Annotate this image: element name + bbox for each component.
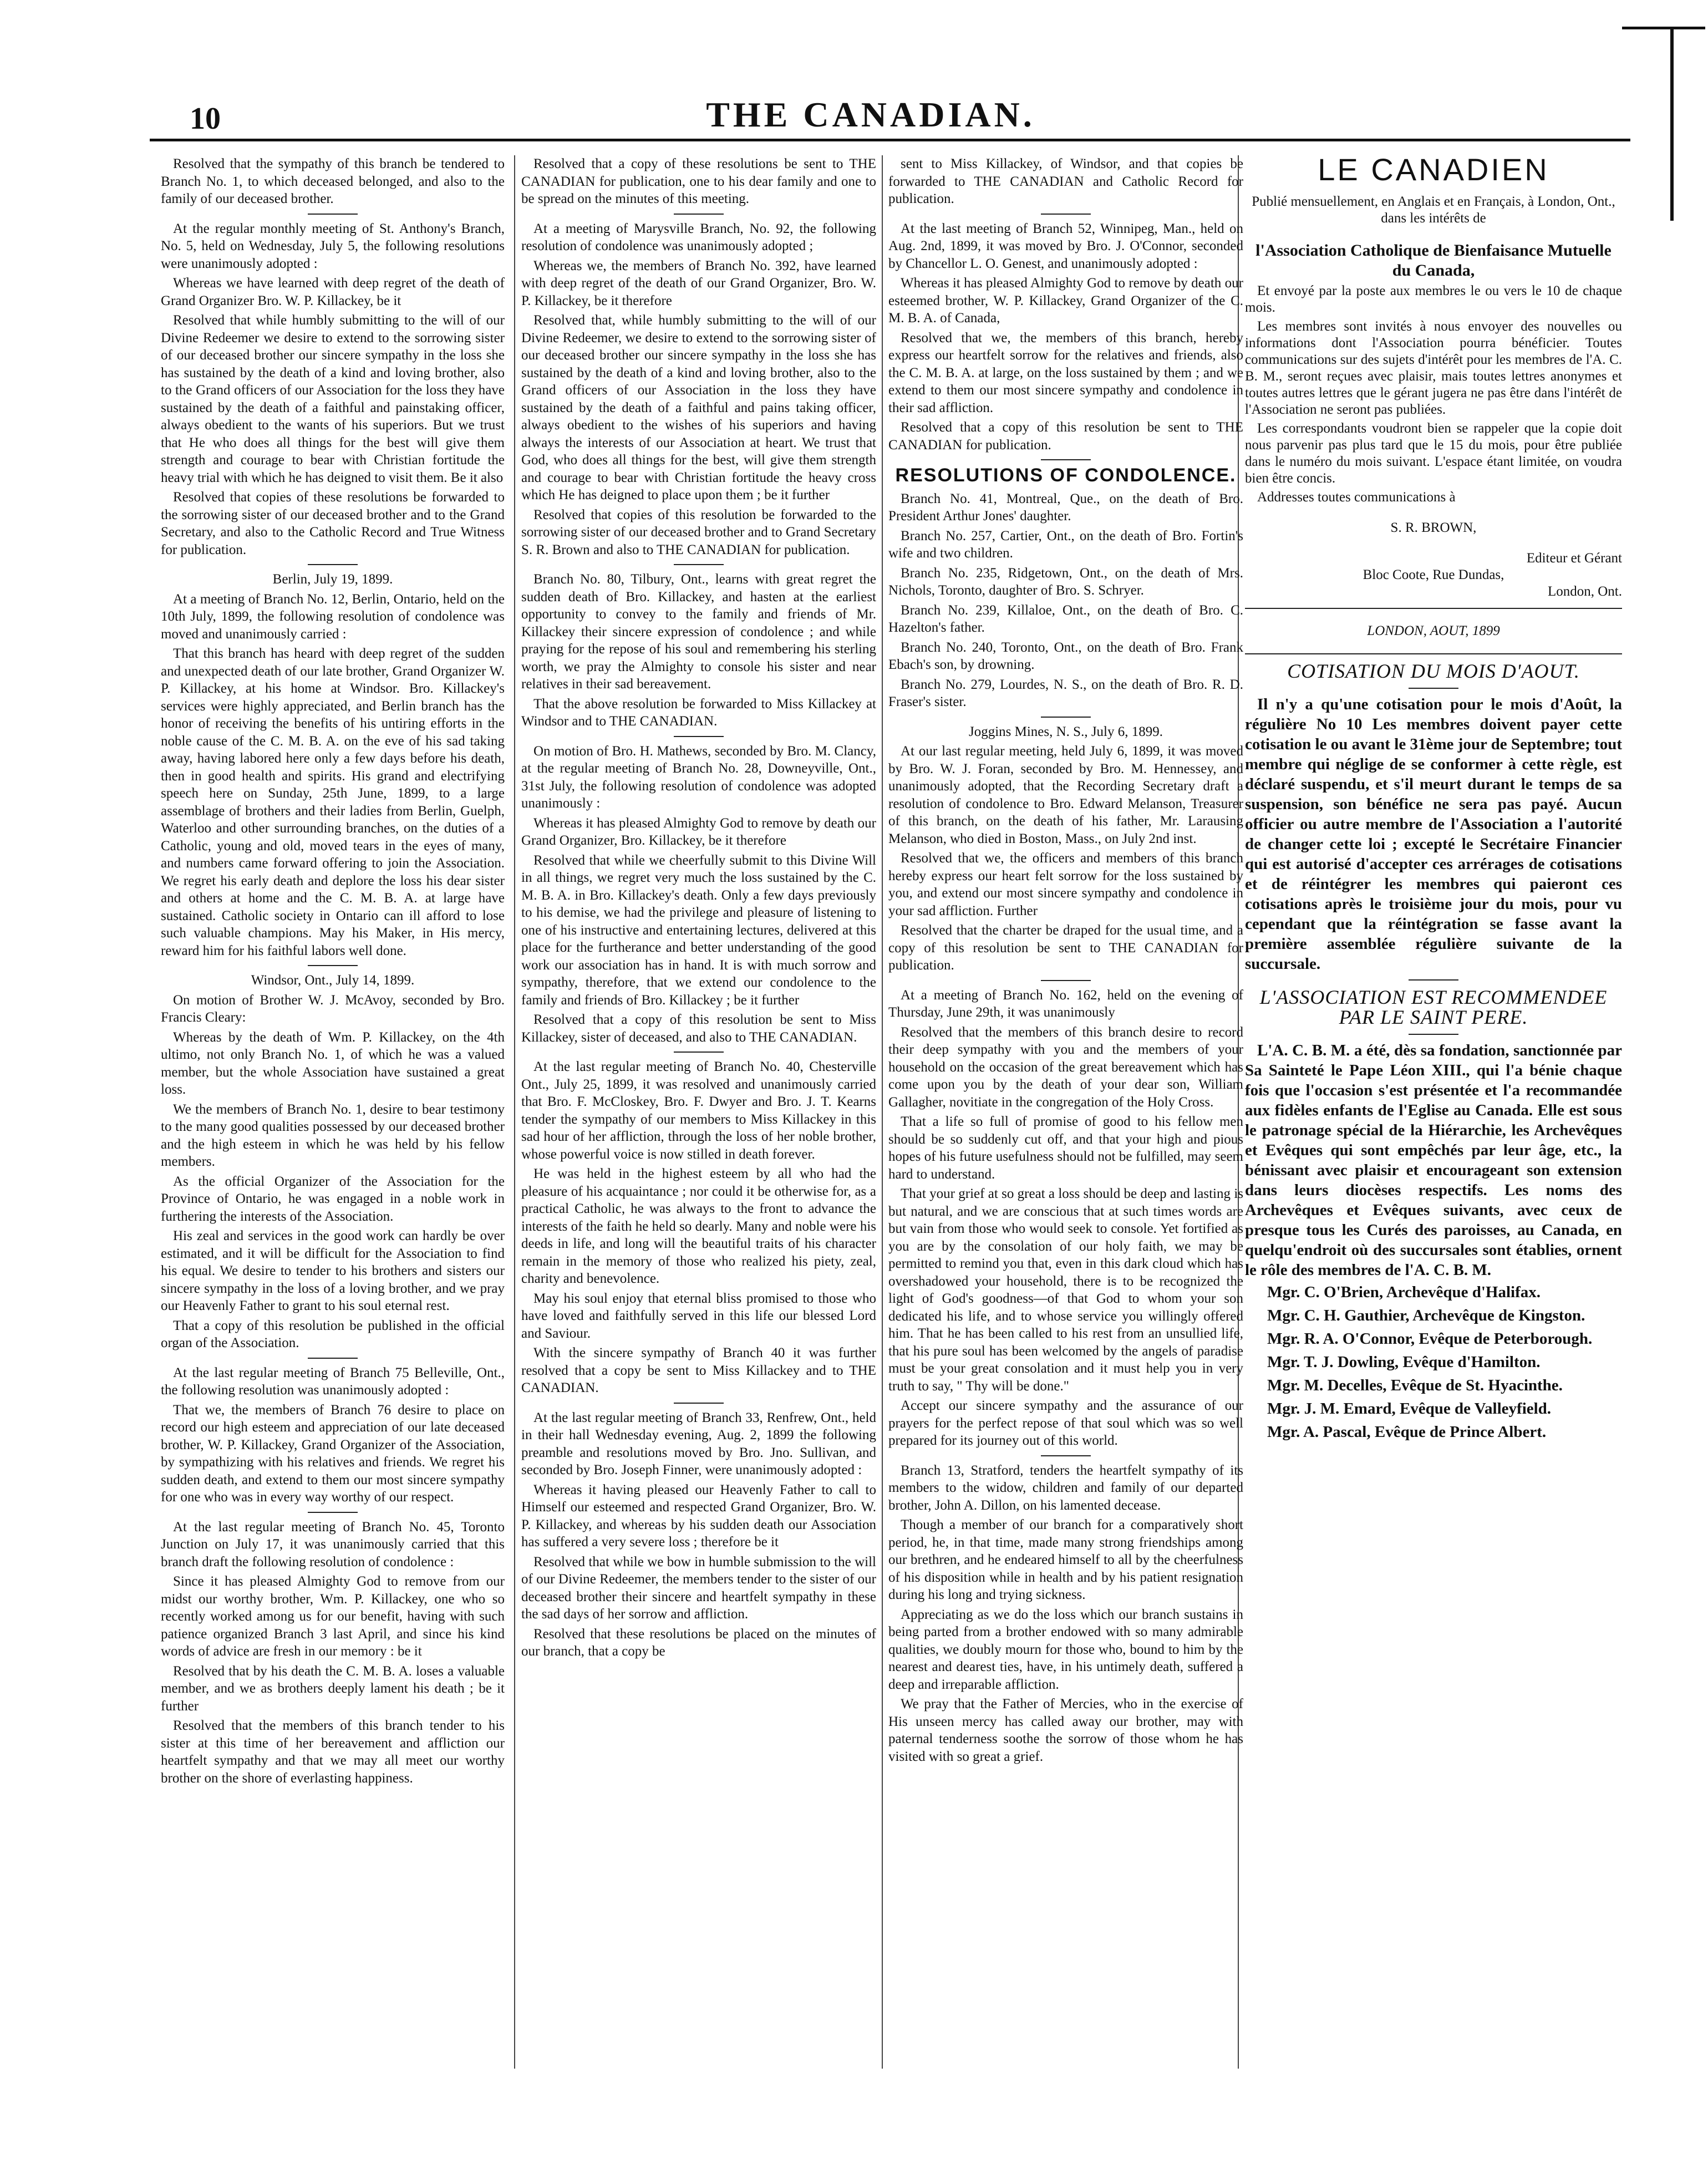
- editor-title: Editeur et Gérant: [1526, 551, 1622, 566]
- condolence-item: Branch No. 239, Killaloe, Ont., on the death of Bro. C. Hazelton's father.: [888, 602, 1243, 635]
- editor-address: Bloc Coote, Rue Dundas,: [1363, 567, 1504, 582]
- bishop-entry: Mgr. T. J. Dowling, Evêque d'Hamilton.: [1267, 1353, 1541, 1371]
- separator: [674, 214, 724, 215]
- paragraph: That a copy of this resolution be published in the official organ of the Association.: [161, 1318, 505, 1350]
- paragraph: That the above resolution be forwarded to Miss Killackey at Windsor and to THE CANADIAN.: [521, 696, 876, 729]
- column-3: [888, 155, 1243, 1767]
- paragraph: Les membres sont invités à nous envoyer des nouvelles ou informations dont l'Association pourra bénéficier. Toutes communications sur des sujets d'intérêt pour les membres de l'A. C. B. M., seront reçues avec plaisir, mais toutes lettres anonymes et toutes autres lettres que le gérant jugera ne pas être dans l'intérêt de l'Association ne seront pas publiées.: [1245, 319, 1622, 417]
- paragraph: That your grief at so great a loss should be deep and lasting is but natural, and we are conscious that at such times words are but vain from those who would seek to console. Yet fortified as you are by the consolation of our holy faith, we may be permitted to remind you that, even in this dark cloud which has overshadowed your household, there is to be recognized the light of God's goodness—of that God to whom your son dedicated his life, and to whose service you willingly offered him. That he has been called to his rest from an unsullied life, that his pure soul has been welcomed by the angels of paradise must be your great consolation and it must help you in very truth to say, " Thy will be done.": [888, 1186, 1243, 1394]
- paragraph: Since it has pleased Almighty God to remove from our midst our worthy brother, Wm. P. Killackey, one who so recently worked among us for our benefit, having with such patience organized Branch 3 last April, and since his kind words of advice are fresh in our memory : be it: [161, 1574, 505, 1659]
- paragraph: At the last regular meeting of Branch 75 Belleville, Ont., the following resolution was unanimously adopted :: [161, 1365, 505, 1398]
- bishop-entry: Mgr. C. O'Brien, Archevêque d'Halifax.: [1267, 1283, 1541, 1301]
- paragraph: At a meeting of Branch No. 162, held on the evening of Thursday, June 29th, it was unanimously: [888, 987, 1243, 1020]
- paragraph: Resolved that these resolutions be placed on the minutes of our branch, that a copy be: [521, 1626, 876, 1659]
- paragraph: At the last regular meeting of Branch No. 40, Chesterville Ont., July 25, 1899, it was resolved and unanimously carried that Bro. F. McCloskey, Bro. F. Dwyer and Bro. J. T. Kearns tender the sympathy of our members to Miss Killackey in this sad hour of her affliction, through the loss of her noble brother, whose powerful voice is now stilled in death forever.: [521, 1059, 876, 1162]
- paragraph: Resolved that copies of these resolutions be forwarded to the sorrowing sister of our deceased brother and to the Grand Secretary, and also to the Catholic Record and True Witness for publication.: [161, 490, 505, 557]
- paragraph: He was held in the highest esteem by all who had the pleasure of his acquaintance ; nor could it be otherwise for, as a practical Catholic, he was always to the front to advance the interests of the faith he held so dearly. Many and noble were his deeds in life, and long will the beautiful traits of his character remain in the memory of those who realized his piety, zeal, charity and benevolence.: [521, 1166, 876, 1286]
- separator: [674, 1403, 724, 1404]
- paragraph: Whereas it has pleased Almighty God to remove by death our Grand Organizer, Bro. Killackey, be it therefore: [521, 815, 876, 848]
- paragraph: Resolved that a copy of these resolutions be sent to THE CANADIAN for publication, one to his dear family and one to be spread on the minutes of this meeting.: [521, 156, 876, 206]
- paragraph: At the last regular meeting of Branch No. 45, Toronto Junction on July 17, it was unanimously carried that this branch draft the following resolution of condolence :: [161, 1519, 505, 1569]
- separator: [308, 1512, 358, 1513]
- separator: [1245, 608, 1622, 609]
- dateline: Berlin, July 19, 1899.: [272, 572, 393, 587]
- le-canadien-title: LE CANADIEN: [1318, 152, 1549, 187]
- page-number: 10: [190, 101, 221, 136]
- paragraph: At a meeting of Branch No. 12, Berlin, Ontario, held on the 10th July, 1899, the following resolution of condolence was moved and unanimously carried :: [161, 591, 505, 642]
- paragraph: Resolved that by his death the C. M. B. A. loses a valuable member, and we as brothers deeply lament his death ; be it further: [161, 1663, 505, 1714]
- paragraph: Whereas we have learned with deep regret of the death of Grand Organizer Bro. W. P. Killackey, be it: [161, 276, 505, 308]
- cotisation-text: Il n'y a qu'une cotisation pour le mois d'Août, la régulière No 10 Les membres doivent payer cette cotisation le ou avant le 31ème jour de Septembre; tout membre qui néglige de se conformer à cette règle, est déclaré suspendu, et s'il meurt durant le temps de sa suspension, son bénéfice ne sera pas payé. Aucun officier ou autre membre de l'Association a l'autorité de changer cette loi ; excepté le Secrétaire Financier qui est autorisé d'accepter ces arrérages de cotisations et de réintégrer les membres qui paieront ces cotisations après le troisième jour du mois, pour vu cependant que la réintégration se fasse avant la première assemblée régulière suivante de la succursale.: [1245, 695, 1622, 973]
- paragraph: Resolved that copies of this resolution be forwarded to the sorrowing sister of our deceased brother and to Grand Secretary S. R. Brown and also to THE CANADIAN for publication.: [521, 507, 876, 557]
- column-1: [161, 155, 505, 1789]
- paragraph: Branch 13, Stratford, tenders the heartfelt sympathy of its members to the widow, children and family of our departed brother, John A. Dillon, on his lamented decease.: [888, 1462, 1243, 1513]
- paragraph: May his soul enjoy that eternal bliss promised to those who have loved and faithfully served in this life our blessed Lord and Saviour.: [521, 1291, 876, 1341]
- paragraph: At the regular monthly meeting of St. Anthony's Branch, No. 5, held on Wednesday, July 5, the following resolutions were unanimously adopted :: [161, 221, 505, 271]
- paragraph: Whereas it has pleased Almighty God to remove by death our esteemed brother, W. P. Killackey, Grand Organizer of the C. M. B. A. of Canada,: [888, 276, 1243, 326]
- paragraph: Appreciating as we do the loss which our branch sustains in being parted from a brother endowed with so many admirable qualities, we doubly mourn for those who, bound to him by the nearest and dearest ties, have, in his untimely death, suffered a deep and irreparable affliction.: [888, 1607, 1243, 1692]
- paragraph: Resolved that the members of this branch desire to record their deep sympathy with you and the members of your household on the occasion of the great bereavement which has come upon you by the death of your dear son, William Gallagher, novitiate in the congregation of the Holy Cross.: [888, 1024, 1243, 1110]
- condolence-item: Branch No. 279, Lourdes, N. S., on the death of Bro. R. D. Fraser's sister.: [888, 677, 1243, 709]
- paragraph: Resolved that the members of this branch tender to his sister at this time of her bereavement and affliction our heartfelt sympathy and that we may all meet our worthy brother on the shore of everlasting happiness.: [161, 1718, 505, 1786]
- condolence-item: Branch No. 240, Toronto, Ont., on the death of Bro. Frank Ebach's son, by drowning.: [888, 639, 1243, 672]
- separator: [674, 1052, 724, 1053]
- paragraph: Though a member of our branch for a comparatively short period, he, in that time, made many strong friendships among our brethren, and he endeared himself to all by the cheerfulness of his disposition while in health and by his patient resignation during his long and trying sickness.: [888, 1517, 1243, 1602]
- paragraph: With the sincere sympathy of Branch 40 it was further resolved that a copy be sent to Miss Killackey and to THE CANADIAN.: [521, 1345, 876, 1395]
- corner-mark-horizontal: [1622, 27, 1705, 29]
- header-rule: [150, 139, 1630, 141]
- separator: [1409, 1034, 1458, 1035]
- paragraph: Resolved that while we cheerfully submit to this Divine Will in all things, we regret very much the loss sustained by the C. M. B. A. in Bro. Killackey's death. Only a few days previously to his demise, we had the privilege and pleasure of listening to one of his instructive and entertaining lectures, delivered at this place for the furtherance and better understanding of the good work our association has in hand. It is with much sorrow and sympathy, therefore, that we extend our condolence to the family and friends of Bro. Killackey ; be it further: [521, 852, 876, 1008]
- paragraph: Resolved that we, the members of this branch, hereby express our heartfelt sorrow for the relatives and friends, also the C. M. B. A. at large, on the loss sustained by them ; and we extend to them our most sincere sympathy and condolence in their sad affliction.: [888, 330, 1243, 415]
- recommend-heading: L'ASSOCIATION EST RECOMMENDEE PAR LE SAINT PERE.: [1259, 986, 1608, 1028]
- masthead-title: THE CANADIAN.: [706, 95, 1035, 134]
- association-name: l'Association Catholique de Bienfaisance Mutuelle du Canada,: [1255, 241, 1612, 280]
- separator: [674, 564, 724, 565]
- separator: [308, 965, 358, 966]
- paragraph: Whereas we, the members of Branch No. 392, have learned with deep regret of the death of our Grand Organizer, Bro. W. P. Killackey, be it therefore: [521, 258, 876, 308]
- paragraph: sent to Miss Killackey, of Windsor, and that copies be forwarded to THE CANADIAN and Catholic Record for publication.: [888, 156, 1243, 206]
- subtitle: Publié mensuellement, en Anglais et en Français, à London, Ont., dans les intérêts de: [1252, 194, 1615, 226]
- paragraph: That we, the members of Branch 76 desire to place on record our high esteem and appreciation of our late deceased brother, W. P. Killackey, Grand Organizer of the Association, by sympathizing with his relatives and friends. We regret his sudden death, and extend to them our most sincere sympathy for one who was in every way worthy of our respect.: [161, 1402, 505, 1505]
- dateline: LONDON, AOUT, 1899: [1367, 623, 1500, 638]
- paragraph: That this branch has heard with deep regret of the sudden and unexpected death of our late brother, Grand Organizer W. P. Killackey, at his home at Windsor. Bro. Killackey's services were highly appreciated, and Berlin branch has the honor of receiving the benefits of his untiring efforts in the noble cause of the C. M. B. A. on the eve of his sad taking away, having labored here only a few days before his death, then in good health and spirits. His grand and electrifying speech here on Sunday, 25th June, 1899, to a large assemblage of brothers and their ladies from Berlin, Guelph, Waterloo and other surrounding branches, on the duties of a Catholic, young and old, moved tears in the eyes of many, and numbers came forward offering to join the Association. We regret his early death and deplore the loss his dear sister and others at home and the C. M. B. A. at large have sustained. Catholic society in Ontario can ill afford to lose such valuable champions. May his Maker, in His mercy, reward him for his faithful labors well done.: [161, 646, 505, 958]
- separator: [1041, 717, 1091, 718]
- condolence-item: Branch No. 41, Montreal, Que., on the death of Bro. President Arthur Jones' daughter.: [888, 491, 1243, 524]
- paragraph: We pray that the Father of Mercies, who in the exercise of His unseen mercy has called away our brother, may with paternal tenderness soothe the sorrow of those whom he has visited with so great a grief.: [888, 1696, 1243, 1764]
- separator: [1245, 653, 1622, 654]
- column-2: [521, 155, 876, 1663]
- separator: [1409, 979, 1458, 981]
- paragraph: Resolved that while we bow in humble submission to the will of our Divine Redeemer, the members tender to the sister of our deceased brother their sincere and heartfelt sympathy in these the sad days of her sorrow and affliction.: [521, 1554, 876, 1622]
- paragraph: At our last regular meeting, held July 6, 1899, it was moved by Bro. W. J. Foran, seconded by Bro. M. Hennessey, and unanimously adopted, that the Recording Secretary draft a resolution of condolence to Bro. Edward Melanson, Treasurer of this branch, on the death of his father, Mr. Larausing Melanson, who died in Boston, Mass., on July 2nd inst.: [888, 744, 1243, 846]
- separator: [1409, 688, 1458, 689]
- bishop-entry: Mgr. J. M. Emard, Evêque de Valleyfield.: [1267, 1400, 1552, 1418]
- paragraph: Resolved that the sympathy of this branch be tendered to Branch No. 1, to which deceased belonged, and also to the family of our deceased brother.: [161, 156, 505, 206]
- separator: [1041, 980, 1091, 981]
- bishop-entry: Mgr. R. A. O'Connor, Evêque de Peterborough.: [1267, 1330, 1593, 1348]
- separator: [1041, 214, 1091, 215]
- paragraph: Accept our sincere sympathy and the assurance of our prayers for the perfect repose of that soul which was so well prepared for its journey out of this world.: [888, 1398, 1243, 1448]
- paragraph: Addresses toutes communications à: [1257, 490, 1456, 505]
- paragraph: That a life so full of promise of good to his fellow men should be so suddenly cut off, and that your high and pious hopes of his future usefulness should not be fulfilled, may seem hard to understand.: [888, 1114, 1243, 1182]
- paragraph: Et envoyé par la poste aux membres le ou vers le 10 de chaque mois.: [1245, 283, 1622, 315]
- dateline: Joggins Mines, N. S., July 6, 1899.: [968, 724, 1163, 739]
- editor-name: S. R. BROWN,: [1390, 520, 1477, 535]
- condolence-heading: RESOLUTIONS OF CONDOLENCE.: [895, 465, 1237, 486]
- paragraph: Whereas by the death of Wm. P. Killackey, on the 4th ultimo, not only Branch No. 1, of which he was a valued member, but the whole Association have sustained a great loss.: [161, 1029, 505, 1097]
- separator: [308, 214, 358, 215]
- column-4-french: [1245, 152, 1622, 1445]
- paragraph: Les correspondants voudront bien se rappeler que la copie doit nous parvenir pas plus tard que le 15 du mois, pour être publiée dans le numéro du mois suivant. L'espace étant limitée, on voudra bien être concis.: [1245, 421, 1622, 486]
- separator: [674, 736, 724, 737]
- condolence-item: Branch No. 235, Ridgetown, Ont., on the death of Mrs. Nichols, Toronto, daughter of Bro. S. Schryer.: [888, 565, 1243, 598]
- bishop-entry: Mgr. C. H. Gauthier, Archevêque de Kingston.: [1267, 1307, 1585, 1324]
- dateline: Windsor, Ont., July 14, 1899.: [251, 973, 415, 988]
- separator: [308, 564, 358, 565]
- paragraph: On motion of Brother W. J. McAvoy, seconded by Bro. Francis Cleary:: [161, 992, 505, 1025]
- separator: [308, 1358, 358, 1359]
- paragraph: We the members of Branch No. 1, desire to bear testimony to the many good qualities possessed by our deceased brother and the high esteem in which he was held by his fellow members.: [161, 1101, 505, 1169]
- recommend-text: L'A. C. B. M. a été, dès sa fondation, sanctionnée par Sa Sainteté le Pape Léon XIII., qui l'a bénie chaque fois que l'occasion s'est présentée et l'a recommandée aux fidèles enfants de l'Eglise au Canada. Elle est sous le patronage spécial de la Hiérarchie, les Archevêques et Evêques qui sont empêchés par leur âge, etc., la bénissant avec plaisir et encourageant son extension dans leurs diocèses respectifs. Les noms des Archevêques et Evêques suivants, avec ceux de presque tous les Curés des paroisses, au Canada, en quelqu'endroit où des succursales sont établies, ornent le rôle des membres de l'A. C. B. M.: [1245, 1042, 1622, 1279]
- separator: [1041, 459, 1091, 460]
- corner-mark-vertical: [1670, 27, 1674, 221]
- paragraph: Resolved that a copy of this resolution be sent to Miss Killackey, sister of deceased, and also to THE CANADIAN.: [521, 1012, 876, 1045]
- paragraph: Resolved that a copy of this resolution be sent to THE CANADIAN for publication.: [888, 420, 1243, 453]
- paragraph: On motion of Bro. H. Mathews, seconded by Bro. M. Clancy, at the regular meeting of Branch No. 28, Downeyville, Ont., 31st July, the following resolution of condolence was adopted unanimously :: [521, 743, 876, 811]
- paragraph: Branch No. 80, Tilbury, Ont., learns with great regret the sudden death of Bro. Killackey, and hasten at the earliest opportunity to convey to the family and friends of Mr. Killackey their sincere expression of condolence ; and while praying for the repose of his soul and remembering his sterling worth, we pray the Almighty to console his sister and near relatives in their sad bereavement.: [521, 572, 876, 692]
- bishop-entry: Mgr. A. Pascal, Evêque de Prince Albert.: [1267, 1423, 1547, 1441]
- paragraph: Resolved that, while humbly submitting to the will of our Divine Redeemer, we desire to extend to the sorrowing sister of our deceased brother our sincere sympathy in the loss she has sustained by the death of a kind and loving brother, also to the Grand officers of our Association in the loss they have sustained by the death of a faithful and pains taking officer, always obedient to the wishes of his superiors and having always the interests of our Association at heart. We trust that God, who does all things for the best, will give them strength and courage to bear with Christian fortitude the heavy cross which He has deigned to place upon them ; be it further: [521, 313, 876, 502]
- column-divider: [882, 155, 883, 2069]
- paragraph: Resolved that while humbly submitting to the will of our Divine Redeemer we desire to extend to the sorrowing sister of our deceased brother our sincere sympathy in the loss she has sustained by the death of a kind and loving brother, also to the Grand officers of our Association for the loss they have sustained by the death of a faithful and painstaking officer, always obedient to the wants of his superiors. But we trust that He who does all things for the best will give them strength and courage to bear with Christian fortitude the heavy trial with which he has deigned to visit them. Be it also: [161, 313, 505, 485]
- condolence-item: Branch No. 257, Cartier, Ont., on the death of Bro. Fortin's wife and two children.: [888, 528, 1243, 561]
- paragraph: As the official Organizer of the Association for the Province of Ontario, he was engaged in a noble work in furthering the interests of the Association.: [161, 1174, 505, 1224]
- paragraph: At the last meeting of Branch 52, Winnipeg, Man., held on Aug. 2nd, 1899, it was moved by Bro. J. O'Connor, seconded by Chancellor L. O. Genest, and unanimously adopted :: [888, 221, 1243, 271]
- paragraph: Resolved that we, the officers and members of this branch hereby express our heart felt sorrow for the loss sustained by you, and extend our most sincere sympathy and condolence in your sad affliction. Further: [888, 851, 1243, 918]
- cotisation-heading: COTISATION DU MOIS D'AOUT.: [1287, 660, 1580, 682]
- column-divider: [514, 155, 515, 2069]
- paragraph: At a meeting of Marysville Branch, No. 92, the following resolution of condolence was unanimously adopted ;: [521, 221, 876, 253]
- separator: [1041, 1455, 1091, 1456]
- paragraph: At the last regular meeting of Branch 33, Renfrew, Ont., held in their hall Wednesday evening, Aug. 2, 1899 the following preamble and resolutions moved by Bro. Jno. Sullivan, and seconded by Bro. Joseph Finner, were unanimously adopted :: [521, 1410, 876, 1477]
- paragraph: Resolved that the charter be draped for the usual time, and a copy of this resolution be sent to THE CANADIAN for publication.: [888, 923, 1243, 973]
- editor-city: London, Ont.: [1547, 584, 1622, 599]
- bishop-entry: Mgr. M. Decelles, Evêque de St. Hyacinthe.: [1267, 1376, 1563, 1394]
- paragraph: His zeal and services in the good work can hardly be over estimated, and it will be difficult for the Association to find his equal. We desire to tender to his brothers and sisters our sincere sympathy in the loss of a loving brother, and we pray our Heavenly Father to grant to his soul eternal rest.: [161, 1228, 505, 1313]
- paragraph: Whereas it having pleased our Heavenly Father to call to Himself our esteemed and respected Grand Organizer, Bro. W. P. Killackey, and whereas by his sudden death our Association has suffered a very severe loss ; therefore be it: [521, 1482, 876, 1550]
